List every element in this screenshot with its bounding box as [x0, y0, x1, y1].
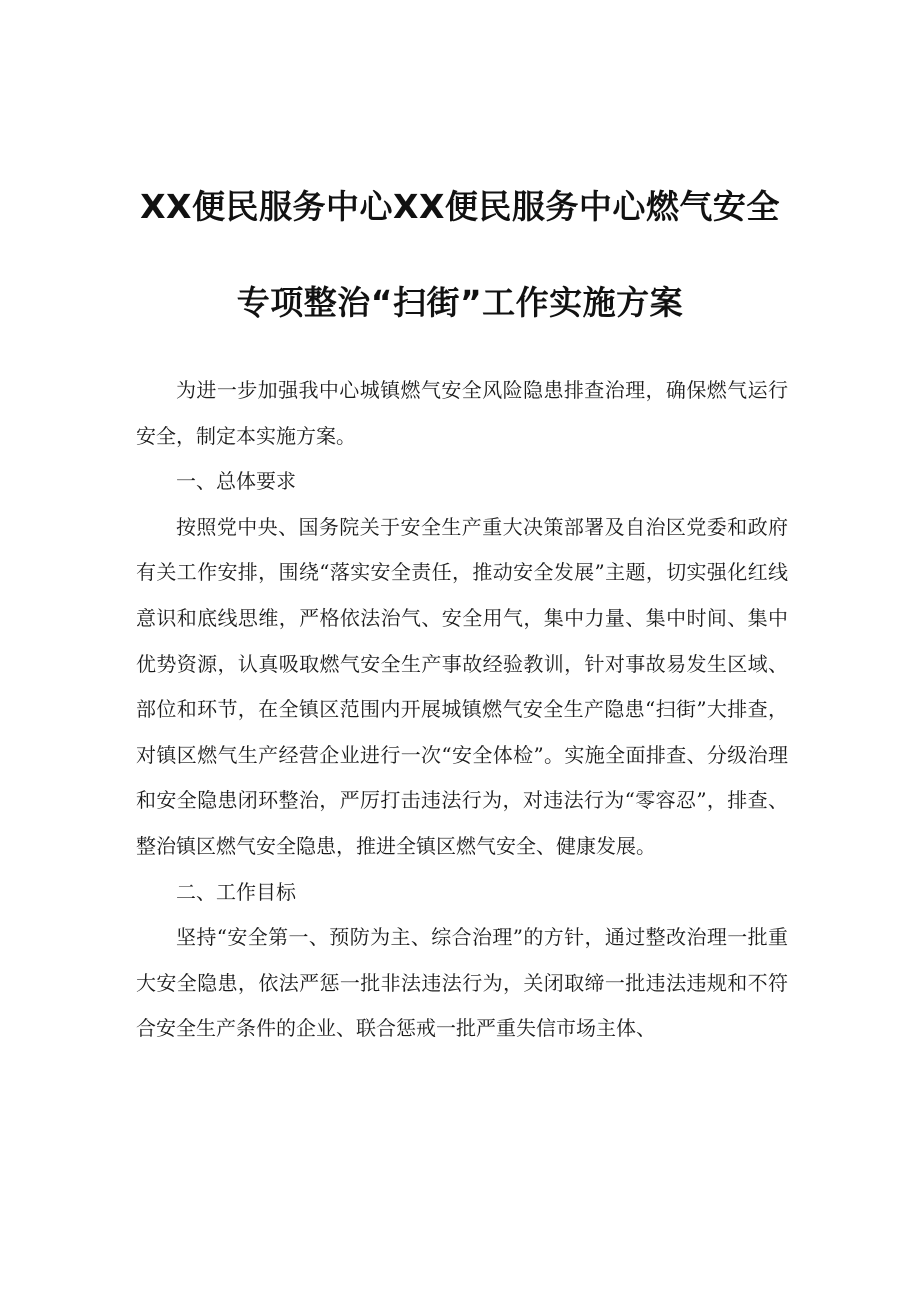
document-title-line-2: 专项整治“扫街”工作实施方案 [236, 283, 684, 322]
document-body [136, 368, 788, 1052]
intro-paragraph: 为进一步加强我中心城镇燃气安全风险隐患排查治理，确保燃气运行安全，制定本实施方案。 [136, 378, 788, 448]
document-title-line-1: XX便民服务中心XX便民服务中心燃气安全 [140, 187, 780, 226]
section-heading-work-objectives: 二、工作目标 [176, 879, 296, 904]
work-objectives-paragraph: 坚持“安全第一、预防为主、综合治理”的方针，通过整改治理一批重大安全隐患，依法严惩一批非法违法行为，关闭取缔一批违法违规和不符合安全生产条件的企业、联合惩戒一批严重失信市场主体、 [136, 925, 788, 1041]
general-requirements-paragraph: 按照党中央、国务院关于安全生产重大决策部署及自治区党委和政府有关工作安排，围绕“落实安全责任，推动安全发展”主题，切实强化红线意识和底线思维，严格依法治气、安全用气，集中力量、集中时间、集中优势资源，认真吸取燃气安全生产事故经验教训，针对事故易发生区域、部位和环节，在全镇区范围内开展城镇燃气安全生产隐患“扫街”大排查，对镇区燃气生产经营企业进行一次“安全体检”。实施全面排查、分级治理和安全隐患闭环整治，严厉打击违法行为，对违法行为“零容忍”，排查、整治镇区燃气安全隐患，推进全镇区燃气安全、健康发展。 [136, 514, 788, 858]
section-heading-general-requirements: 一、总体要求 [176, 469, 296, 494]
